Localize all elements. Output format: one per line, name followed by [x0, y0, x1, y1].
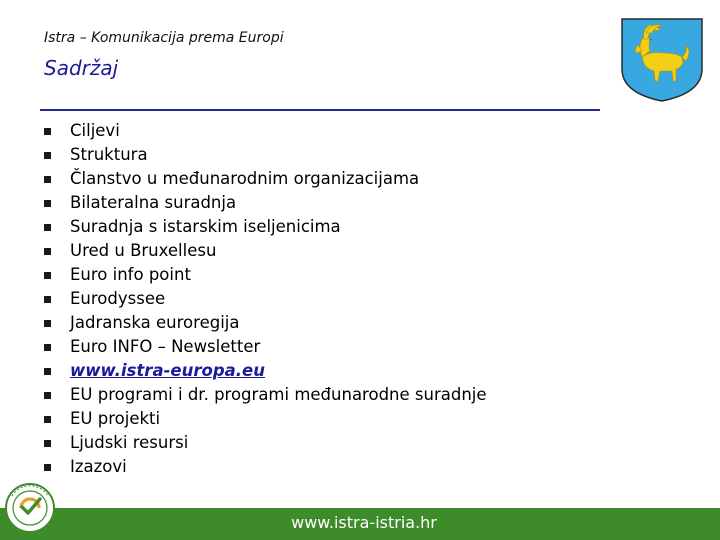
square-bullet-icon [44, 368, 51, 375]
square-bullet-icon [44, 200, 51, 207]
table-of-contents [44, 119, 487, 479]
toc-item-label: Eurodyssee [70, 289, 166, 308]
toc-item-eu-projekti[interactable] [44, 407, 487, 431]
toc-item-label: Suradnja s istarskim iseljenicima [70, 217, 341, 236]
square-bullet-icon [44, 464, 51, 471]
toc-item-ciljevi[interactable] [44, 119, 487, 143]
toc-item-label: Struktura [70, 145, 148, 164]
square-bullet-icon [44, 248, 51, 255]
footer-website-link[interactable] [0, 513, 720, 532]
toc-item-eurodyssee[interactable] [44, 287, 487, 311]
square-bullet-icon [44, 224, 51, 231]
toc-item-label: Euro info point [70, 265, 191, 284]
toc-item-ljudski-resursi[interactable] [44, 431, 487, 455]
toc-item-struktura[interactable] [44, 143, 487, 167]
square-bullet-icon [44, 320, 51, 327]
istria-coat-of-arms-icon [620, 17, 704, 103]
square-bullet-icon [44, 344, 51, 351]
toc-item-label: Jadranska euroregija [70, 313, 240, 332]
toc-item-label: EU programi i dr. programi međunarodne suradnje [70, 385, 487, 404]
istra-europa-link[interactable]: www.istra-europa.eu [70, 361, 265, 380]
quality-certificate-badge-icon [4, 482, 56, 536]
toc-item-izazovi[interactable] [44, 455, 487, 479]
toc-item-euro-info-point[interactable] [44, 263, 487, 287]
toc-item-euro-info-newsletter[interactable] [44, 335, 487, 359]
presentation-subtitle: Istra – Komunikacija prema Europi [44, 30, 284, 46]
toc-item-jadranska-euroregija[interactable] [44, 311, 487, 335]
toc-item-website [44, 359, 487, 383]
title-divider [40, 109, 600, 111]
toc-item-bilateralna-suradnja[interactable] [44, 191, 487, 215]
toc-item-eu-programi[interactable] [44, 383, 487, 407]
square-bullet-icon [44, 392, 51, 399]
square-bullet-icon [44, 296, 51, 303]
toc-item-label: Euro INFO – Newsletter [70, 337, 261, 356]
square-bullet-icon [44, 416, 51, 423]
toc-item-label: Ured u Bruxellesu [70, 241, 217, 260]
square-bullet-icon [44, 440, 51, 447]
toc-item-label: Izazovi [70, 457, 127, 476]
toc-item-suradnja-iseljenici[interactable] [44, 215, 487, 239]
toc-item-label: Bilateralna suradnja [70, 193, 237, 212]
toc-item-ured-bruxelles[interactable] [44, 239, 487, 263]
square-bullet-icon [44, 272, 51, 279]
toc-item-label: Ljudski resursi [70, 433, 189, 452]
toc-item-label: Članstvo u međunarodnim organizacijama [70, 169, 420, 188]
toc-item-label: Ciljevi [70, 121, 120, 140]
square-bullet-icon [44, 128, 51, 135]
toc-item-label: EU projekti [70, 409, 161, 428]
page-title: Sadržaj [44, 56, 119, 80]
square-bullet-icon [44, 152, 51, 159]
footer-url-text: www.istra-istria.hr [291, 513, 437, 532]
footer-white-band [0, 478, 720, 508]
square-bullet-icon [44, 176, 51, 183]
toc-item-clanstvo[interactable] [44, 167, 487, 191]
